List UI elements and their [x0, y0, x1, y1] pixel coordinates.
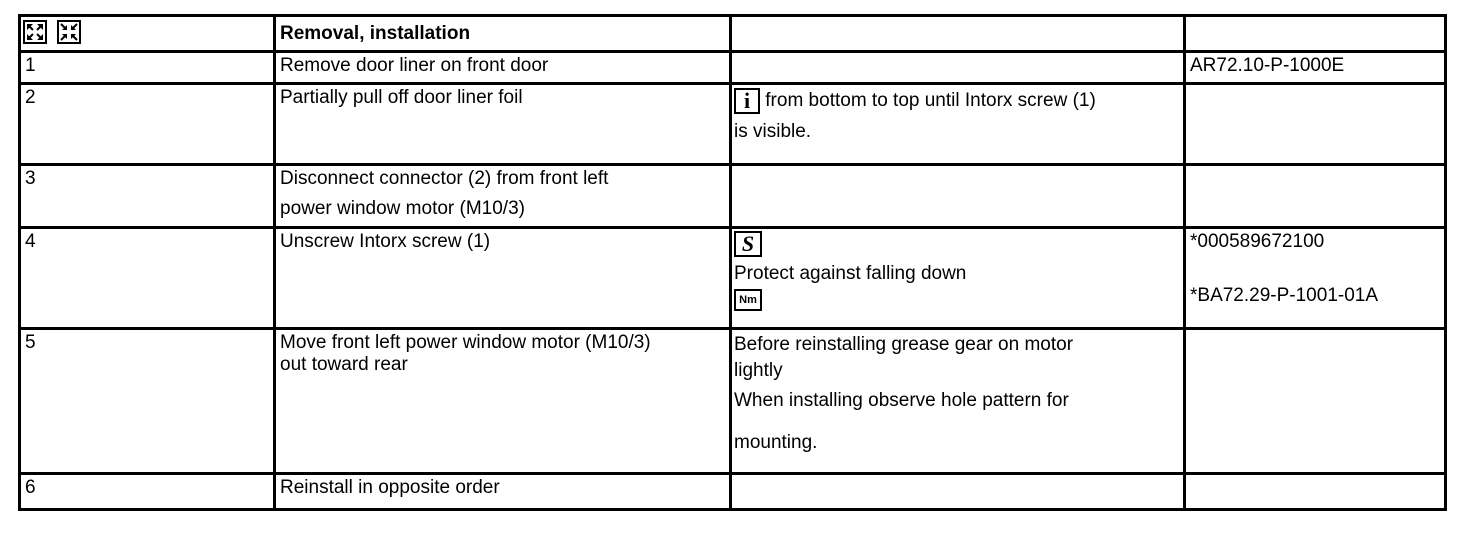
table-header-row	[20, 16, 1446, 52]
reference-cell	[1185, 84, 1446, 165]
table-row	[20, 474, 1446, 510]
step-line: Move front left power window motor (M10/3)	[280, 332, 651, 353]
special-tool-icon[interactable]: S	[734, 231, 762, 257]
step-number: 5	[25, 332, 36, 353]
note-text: Before reinstalling grease gear on motor	[734, 334, 1074, 355]
step-number: 3	[25, 168, 36, 189]
note-text: mounting.	[734, 432, 818, 453]
reference-block	[1186, 229, 1444, 307]
expand-all-icon[interactable]	[23, 20, 47, 44]
note-text: from bottom to top until Intorx screw (1)	[765, 90, 1096, 112]
header-empty-cell	[1185, 16, 1446, 52]
note-cell	[731, 165, 1185, 228]
step-text: Unscrew Intorx screw (1)	[280, 231, 491, 252]
torque-icon[interactable]: Nm	[734, 289, 762, 311]
info-icon[interactable]: i	[734, 88, 760, 114]
step-text: Remove door liner on front door	[280, 55, 549, 76]
step-line: power window motor (M10/3)	[280, 198, 525, 219]
note-text: lightly	[734, 360, 783, 381]
reference-link[interactable]: *000589672100	[1190, 231, 1325, 252]
header-icons-cell	[20, 16, 275, 52]
note-cell	[731, 474, 1185, 510]
note-text: When installing observe hole pattern for	[734, 390, 1069, 411]
step-text: Partially pull off door liner foil	[280, 87, 523, 108]
note-block	[732, 85, 1183, 143]
note-block	[732, 330, 1183, 454]
step-number: 2	[25, 87, 36, 108]
step-number: 4	[25, 231, 36, 252]
reference-cell	[1185, 165, 1446, 228]
step-text	[276, 330, 729, 376]
note-text: Protect against falling down	[734, 263, 967, 284]
table-row	[20, 165, 1446, 228]
note-cell	[731, 52, 1185, 84]
procedure-table	[18, 14, 1447, 511]
header-empty-cell	[731, 16, 1185, 52]
note-block	[732, 229, 1183, 311]
step-text	[276, 166, 729, 220]
reference-cell	[1185, 329, 1446, 474]
reference-link[interactable]: *BA72.29-P-1001-01A	[1190, 285, 1379, 306]
header-title-cell	[275, 16, 731, 52]
table-row	[20, 329, 1446, 474]
reference-link[interactable]: AR72.10-P-1000E	[1190, 55, 1345, 76]
reference-cell	[1185, 474, 1446, 510]
step-line: out toward rear	[280, 354, 408, 375]
step-text: Reinstall in opposite order	[280, 477, 500, 498]
section-title: Removal, installation	[280, 23, 471, 44]
collapse-all-icon[interactable]	[57, 20, 81, 44]
table-row	[20, 52, 1446, 84]
step-line: Disconnect connector (2) from front left	[280, 168, 609, 189]
step-number: 1	[25, 55, 36, 76]
table-row	[20, 84, 1446, 165]
step-number: 6	[25, 477, 36, 498]
note-text: is visible.	[734, 121, 812, 142]
table-row	[20, 228, 1446, 329]
